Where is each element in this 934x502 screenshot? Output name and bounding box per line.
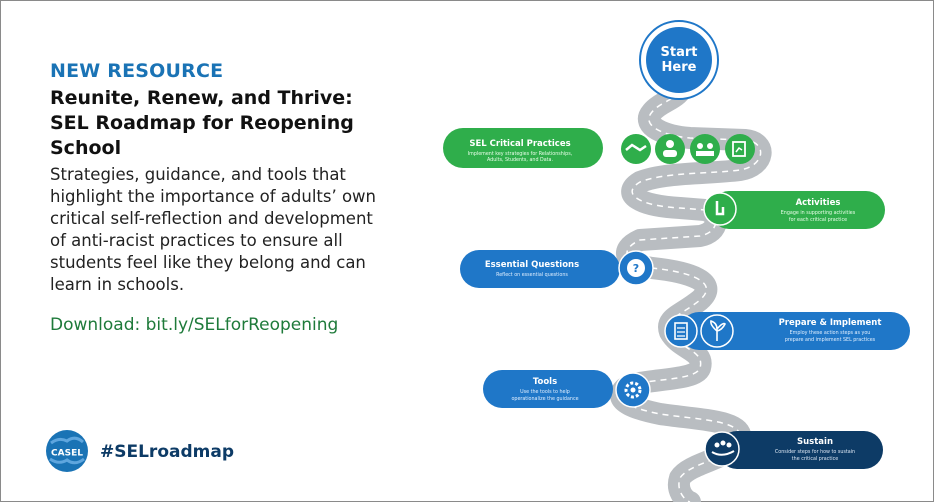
step-title: Tools	[532, 377, 558, 387]
step-subtitle: Implement key strategies for Relationships,	[467, 152, 573, 157]
casel-logo	[45, 429, 89, 473]
description-line: students feel like they belong and can	[50, 253, 366, 272]
hashtag: #SELroadmap	[100, 442, 234, 462]
title-line-2: SEL Roadmap for Reopening School	[50, 112, 354, 159]
description-line: of anti-racist practices to ensure all	[50, 231, 343, 250]
description-line: Strategies, guidance, and tools that	[50, 165, 346, 184]
step-subtitle: the critical practice	[791, 457, 839, 462]
hand-people-icon	[705, 432, 739, 466]
step-subtitle: Use the tools to help	[520, 390, 570, 395]
gear-icon	[616, 373, 650, 407]
students-icon	[690, 134, 720, 164]
handshake-icon	[621, 134, 651, 164]
step-subtitle: Reflect on essential questions	[496, 273, 568, 278]
step-subtitle: Employ these action steps as you	[789, 331, 871, 336]
start-text-2: Here	[661, 60, 697, 75]
step-subtitle: for each critical practice	[788, 218, 848, 223]
page-title	[50, 86, 430, 161]
step-title: Sustain	[797, 437, 833, 447]
step-title: Prepare & Implement	[778, 318, 882, 328]
description-line: learn in schools.	[50, 275, 185, 294]
step-subtitle: prepare and implement SEL practices	[784, 338, 876, 343]
chart-icon	[725, 134, 755, 164]
pointer-icon	[704, 193, 736, 225]
description-line: critical self-reflection and development	[50, 209, 373, 228]
description	[50, 164, 380, 296]
step-subtitle: Consider steps for how to sustain	[774, 450, 856, 455]
question-icon	[619, 251, 653, 285]
step-title: SEL Critical Practices	[469, 139, 571, 149]
svg-text:?: ?	[632, 262, 640, 275]
download-link[interactable]: Download: bit.ly/SELforReopening	[50, 315, 339, 335]
plant-icon	[701, 315, 733, 347]
step-title: Essential Questions	[484, 260, 580, 270]
step-title: Activities	[795, 198, 841, 208]
start-text-1: Start	[660, 45, 698, 60]
step-subtitle: Engage in supporting activities	[780, 211, 856, 216]
step-tools-banner	[483, 370, 613, 408]
logo-text: CASEL	[51, 448, 83, 459]
kicker-label: NEW RESOURCE	[50, 60, 224, 82]
step-subtitle: Adults, Students, and Data.	[486, 158, 554, 163]
step-subtitle: operationalize the guidance	[511, 397, 579, 402]
person-icon	[655, 134, 685, 164]
description-line: highlight the importance of adults’ own	[50, 187, 377, 206]
roadmap-graphic	[430, 0, 930, 502]
title-line-1: Reunite, Renew, and Thrive:	[50, 87, 353, 109]
checklist-icon	[665, 315, 697, 347]
